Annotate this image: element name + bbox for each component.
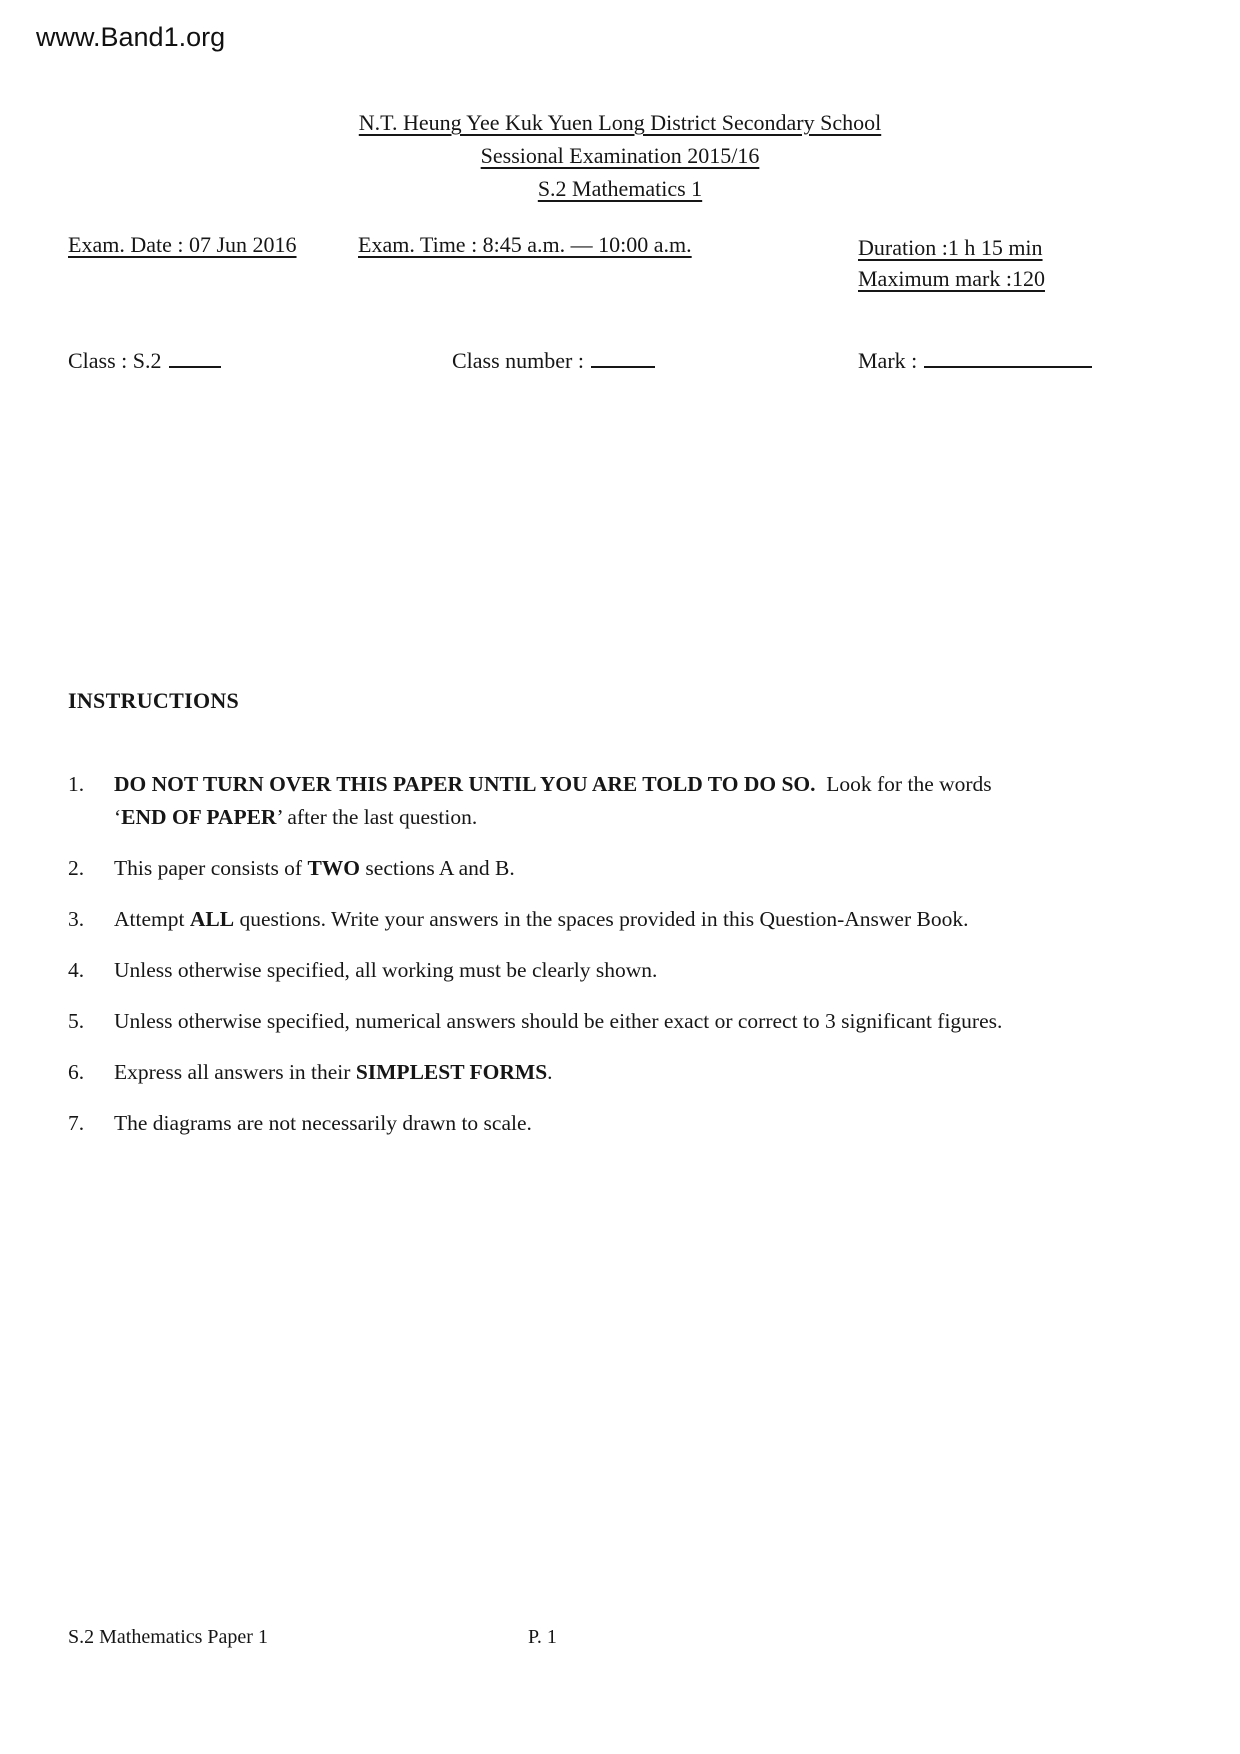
instruction-item xyxy=(68,852,1198,885)
mark-field xyxy=(858,348,1092,374)
instruction-number: 3. xyxy=(68,907,85,931)
instruction-item xyxy=(68,954,1198,987)
class-number-label: Class number : xyxy=(452,348,584,373)
class-blank-line xyxy=(169,348,221,368)
instruction-item xyxy=(68,1005,1198,1038)
class-field xyxy=(68,348,221,374)
instruction-item xyxy=(68,1107,1198,1140)
class-number-blank-line xyxy=(591,348,655,368)
footer-paper-name: S.2 Mathematics Paper 1 xyxy=(68,1626,268,1648)
paper-title: S.2 Mathematics 1 xyxy=(537,176,703,201)
mark-blank-line xyxy=(924,348,1092,368)
instruction-text: The diagrams are not necessarily drawn to scale. xyxy=(114,1111,532,1135)
instruction-number: 2. xyxy=(68,856,85,880)
instructions-list xyxy=(68,768,1198,1158)
class-number-field xyxy=(452,348,655,374)
exam-session-title: Sessional Examination 2015/16 xyxy=(480,143,760,168)
instructions-heading: INSTRUCTIONS xyxy=(68,688,240,713)
instruction-item xyxy=(68,903,1198,936)
maximum-mark: Maximum mark :120 xyxy=(858,266,1045,291)
instruction-number: 6. xyxy=(68,1060,85,1084)
instruction-item xyxy=(68,768,1198,834)
title-block xyxy=(0,106,1240,205)
instruction-text: DO NOT TURN OVER THIS PAPER UNTIL YOU ARE TOLD TO DO SO. Look for the words ‘END OF PAPER’ after the last question. xyxy=(114,772,992,829)
instruction-text: Unless otherwise specified, all working must be clearly shown. xyxy=(114,958,658,982)
school-name: N.T. Heung Yee Kuk Yuen Long District Secondary School xyxy=(358,110,882,135)
duration-block xyxy=(858,232,1045,294)
instruction-number: 4. xyxy=(68,958,85,982)
instruction-item xyxy=(68,1056,1198,1089)
instruction-text: Express all answers in their SIMPLEST FORMS. xyxy=(114,1060,553,1084)
instruction-number: 5. xyxy=(68,1009,85,1033)
exam-time: Exam. Time : 8:45 a.m. — 10:00 a.m. xyxy=(358,232,692,257)
watermark-url: www.Band1.org xyxy=(36,22,226,52)
page-number: P. 1 xyxy=(528,1626,557,1648)
instruction-number: 7. xyxy=(68,1111,85,1135)
instruction-number: 1. xyxy=(68,772,85,796)
exam-date: Exam. Date : 07 Jun 2016 xyxy=(68,232,297,257)
instruction-text: This paper consists of TWO sections A and B. xyxy=(114,856,515,880)
class-label: Class : S.2 xyxy=(68,348,162,373)
mark-label: Mark : xyxy=(858,348,918,373)
instruction-text: Unless otherwise specified, numerical answers should be either exact or correct to 3 significant figures. xyxy=(114,1009,1003,1033)
instruction-text: Attempt ALL questions. Write your answers in the spaces provided in this Question-Answer Book. xyxy=(114,907,969,931)
exam-duration: Duration :1 h 15 min xyxy=(858,235,1043,260)
